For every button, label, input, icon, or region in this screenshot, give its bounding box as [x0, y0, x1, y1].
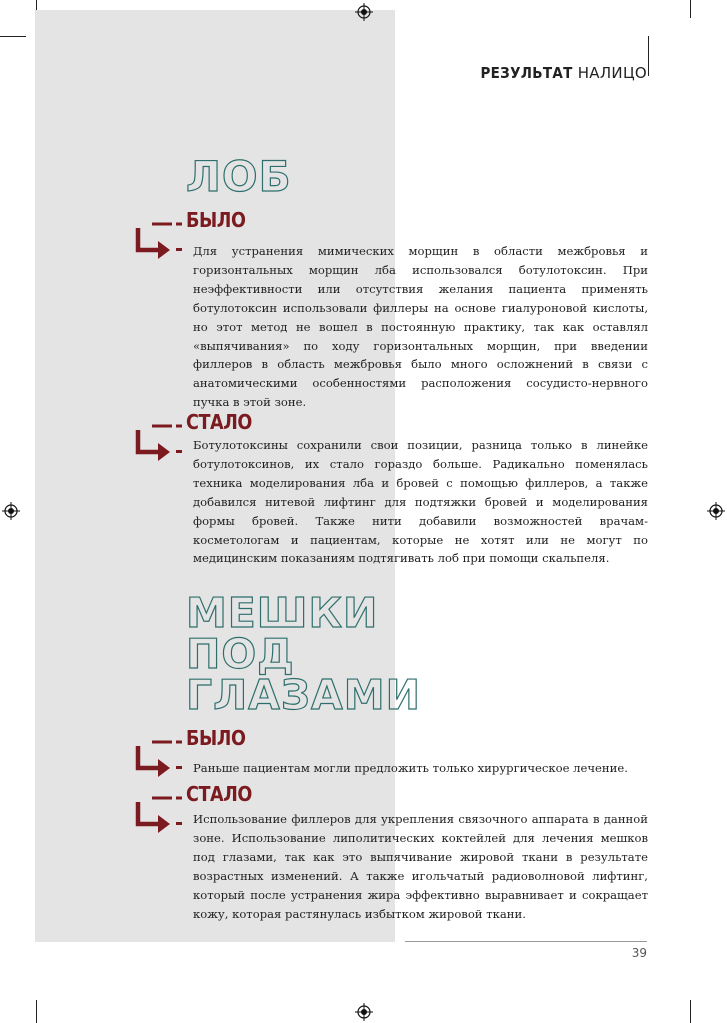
crop-mark [36, 1000, 37, 1023]
before-label: БЫЛО [186, 208, 246, 232]
section-title-line: МЕШКИ [186, 589, 379, 637]
bent-arrow-icon [132, 220, 184, 264]
after-label: СТАЛО [186, 410, 252, 434]
header-light: НАЛИЦО [577, 64, 647, 82]
registration-mark-icon [707, 502, 725, 520]
after-paragraph: Использование филлеров для укрепления связочного аппарата в данной зоне. Использование липолитических коктейлей для лечения мешков под глазами, так как это выпячивание жировой ткани в результате возрастных изменений. А также игольчатый радиоволновой лифтинг, который после устранения жира эффективно выравнивает и сокращает кожу, которая растянулась избытком жировой ткани. [193, 812, 648, 921]
before-paragraph: Для устранения мимических морщин в области межбровья и горизонтальных морщин лба использовался ботулотоксин. При неэффективности или отсутствия желания пациента применять ботулотоксин использовали филлеры на основе гиалуроновой кислоты, но этот метод не вошел в постоянную практику, так как оставлял «выпячивания» по ходу горизонтальных морщин, при введении филлеров в область межбровья было много осложнений в связи с анатомическими особенностями расположения сосудисто-нервного пучка в этой зоне. [193, 244, 648, 410]
bent-arrow-icon [132, 794, 184, 838]
registration-mark-icon [2, 502, 20, 520]
after-label: СТАЛО [186, 782, 252, 806]
crop-mark [690, 0, 691, 18]
before-paragraph: Раньше пациентам могли предложить только хирургическое лечение. [193, 761, 628, 775]
bent-arrow-icon [132, 422, 184, 466]
crop-mark [648, 36, 649, 76]
section-title-forehead: ЛОБ [186, 152, 292, 201]
footer-rule [405, 941, 647, 942]
registration-mark-icon [355, 3, 373, 21]
registration-mark-icon [355, 1003, 373, 1021]
crop-mark [690, 1000, 691, 1023]
header-bold: РЕЗУЛЬТАТ [480, 64, 573, 82]
after-paragraph: Ботулотоксины сохранили свои позиции, разница только в линейке ботулотоксинов, их стало гораздо больше. Радикально поменялась техника моделирования лба и бровей с помощью филлеров, а также добавился нитевой лифтинг для подтяжки бровей и моделирования формы бровей. Также нити добавили возможностей врачам-косметологам и пациентам, которые не хотят или не могут по медицинским показаниям подтягивать лоб при помощи скальпеля. [193, 438, 648, 566]
bent-arrow-icon [132, 738, 184, 782]
page-number: 39 [631, 946, 647, 960]
before-label: БЫЛО [186, 726, 246, 750]
crop-mark [0, 36, 26, 37]
running-header [480, 64, 647, 82]
section-title-line: ПОД [186, 630, 295, 678]
section-title-line: ГЛАЗАМИ [186, 671, 421, 719]
